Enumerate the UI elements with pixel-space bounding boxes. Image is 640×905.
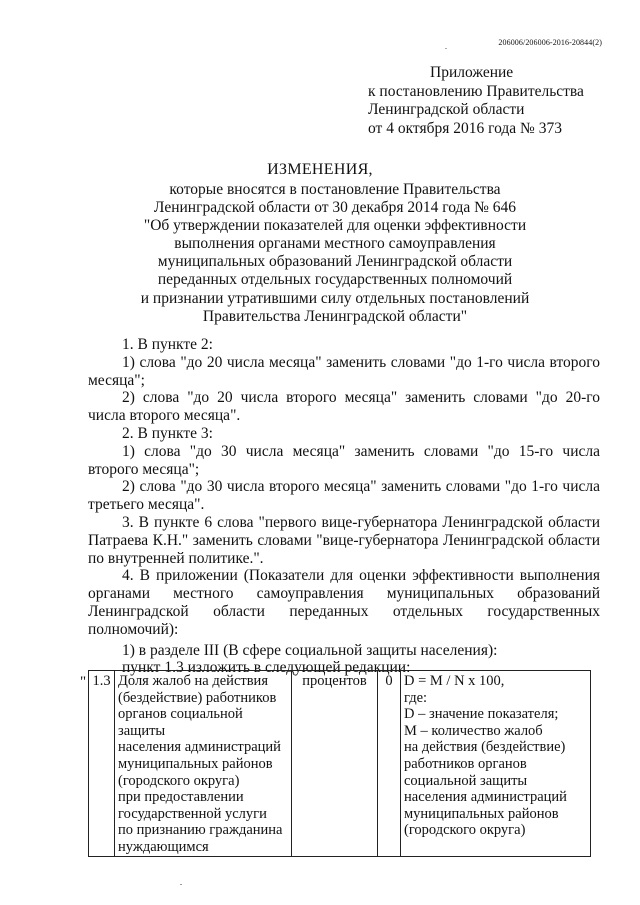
cell-line: по признанию гражданина [118,822,283,839]
cell-line: (городского округа) [404,822,526,839]
paragraph: пункт 1.3 изложить в следующей редакции: [122,659,411,677]
cell-line: Доля жалоб на действия [118,673,268,689]
appendix-line: от 4 октября 2016 года № 373 [368,119,562,137]
appendix-line: к постановлению Правительства [368,82,584,100]
paragraph-line: полномочий): [88,620,179,638]
cell-number: 1.3 [89,671,115,857]
paragraph: 3. В пункте 6 слова "первого вице-губернатора Ленинградской области Патраева К.Н." заменить словами "вице-губернатора Ленинградской области по внутренней политике.". [88,513,600,567]
heading-line: которые вносятся в постановление Правительства [169,181,501,198]
document-title: ИЗМЕНЕНИЯ, [267,161,373,178]
cell-line: органов социальной защиты [118,706,243,739]
cell-line: D – значение показателя; [404,706,559,723]
cell-line: M – количество жалоб [404,722,543,739]
paragraph: 1. В пункте 2: [122,336,213,353]
scan-mark [445,48,447,49]
cell-indicator-name [115,671,292,857]
table-row [89,671,591,857]
cell-formula [401,671,591,857]
heading-line: Ленинградской области от 30 декабря 2014 года № 646 [153,199,517,217]
cell-line: на действия (бездействие) [404,739,566,756]
paragraph-line: 4. В приложении (Показатели для оценки эффективности выполнения [122,567,600,585]
cell-line: работников органов [404,755,527,772]
cell-line: (городского округа) [118,772,240,789]
scan-mark [180,884,182,885]
appendix-block [368,64,584,138]
cell-line: D = M / N x 100, [404,673,505,689]
heading-line: "Об утверждении показателей для оценки эффективности [143,217,527,235]
paragraph: 2. В пункте 3: [122,424,213,442]
document-heading [120,181,550,326]
cell-line: населения администраций [118,739,281,756]
opening-quote: " [80,674,87,690]
cell-line: социальной защиты [404,772,528,789]
paragraph-line: органами местного самоуправления муниципальных образований [88,585,600,603]
cell-line: государственной услуги [118,805,267,822]
heading-line: муниципальных образований Ленинградской области [157,253,513,271]
cell-unit: процентов [292,671,378,857]
cell-value: 0 [378,671,401,857]
paragraph-line: Ленинградской области переданных отдельных государственных [88,602,600,620]
paragraph: 1) слова "до 20 числа месяца" заменить словами "до 1-го числа второго месяца"; [88,353,600,389]
paragraph: 1) в разделе III (В сфере социальной защиты населения): [122,641,498,659]
paragraph-4 [88,567,600,638]
document-body [88,336,600,677]
cell-line: где: [404,689,428,706]
appendix-line: Приложение [430,64,514,81]
heading-line: переданных отдельных государственных полномочий [157,271,513,289]
heading-line: и признании утратившими силу отдельных постановлений [140,289,530,307]
cell-line: муниципальных районов [118,755,273,772]
appendix-line: Ленинградской области [368,101,525,118]
heading-line: выполнения органами местного самоуправления [174,235,496,253]
cell-line: муниципальных районов [404,805,559,822]
paragraph: 1) слова "до 30 числа месяца" заменить словами "до 15-го числа второго месяца"; [88,442,600,478]
cell-line: нуждающимся [118,838,209,855]
cell-line: (бездействие) работников [118,689,277,706]
cell-line: при предоставлении [118,789,244,806]
paragraph: 2) слова "до 30 числа второго месяца" заменить словами "до 1-го числа третьего месяца". [88,478,600,514]
indicator-table [88,670,591,857]
document-id: 206006/206006-2016-20844(2) [498,38,602,47]
heading-line: Правительства Ленинградской области" [202,307,468,325]
cell-line: населения администраций [404,789,567,806]
paragraph: 2) слова "до 20 числа второго месяца" заменить словами "до 20-го числа второго месяца". [88,389,600,425]
